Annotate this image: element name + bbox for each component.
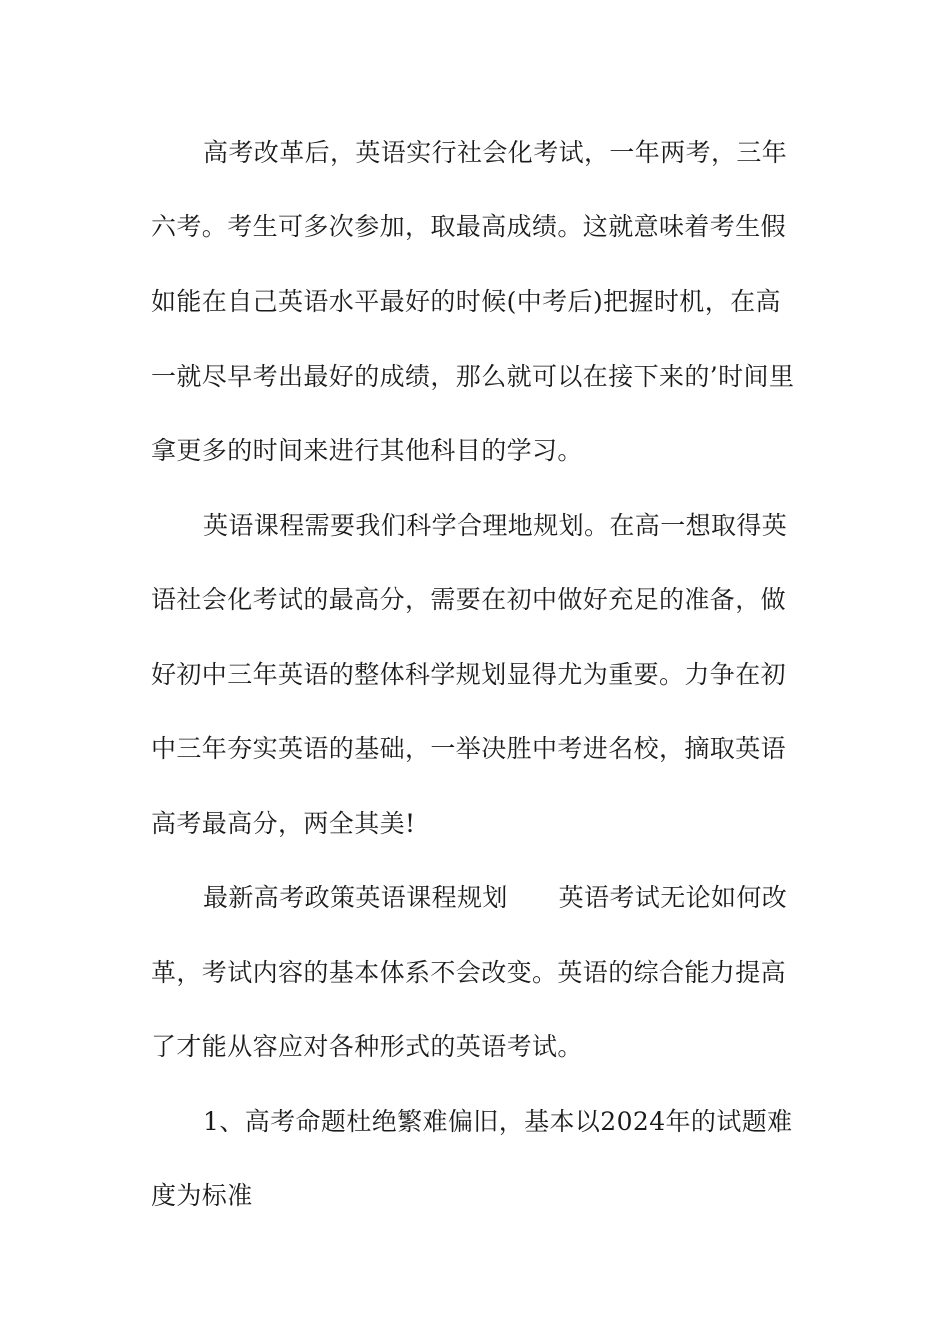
paragraph-2-line-1: 英语课程需要我们科学合理地规划。在高一想取得英 <box>203 511 788 540</box>
paragraph-2-line-5: 高考最高分，两全其美! <box>151 809 416 838</box>
paragraph-3-line-3: 了才能从容应对各种形式的英语考试。 <box>151 1032 583 1061</box>
paragraph-1-line-3: 如能在自己英语水平最好的时候(中考后)把握时机，在高 <box>151 287 781 316</box>
paragraph-1-line-1: 高考改革后，英语实行社会化考试，一年两考，三年 <box>203 138 788 167</box>
paragraph-1-line-4: 一就尽早考出最好的成绩，那么就可以在接下来的’时间里 <box>151 362 795 391</box>
paragraph-4-line-2: 度为标准 <box>151 1181 253 1210</box>
paragraph-2-line-4: 中三年夯实英语的基础，一举决胜中考进名校，摘取英语 <box>151 734 787 763</box>
paragraph-2-line-2: 语社会化考试的最高分，需要在初中做好充足的准备，做 <box>151 585 787 614</box>
paragraph-1-line-2: 六考。考生可多次参加，取最高成绩。这就意味着考生假 <box>151 212 787 241</box>
paragraph-2-line-3: 好初中三年英语的整体科学规划显得尤为重要。力争在初 <box>151 660 787 689</box>
paragraph-4-line-1: 1、高考命题杜绝繁难偏旧，基本以2024年的试题难 <box>203 1107 793 1136</box>
paragraph-3-line-1: 最新高考政策英语课程规划 英语考试无论如何改 <box>203 883 788 912</box>
paragraph-1-line-5: 拿更多的时间来进行其他科目的学习。 <box>151 436 583 465</box>
paragraph-3-line-2: 革，考试内容的基本体系不会改变。英语的综合能力提高 <box>151 958 787 987</box>
